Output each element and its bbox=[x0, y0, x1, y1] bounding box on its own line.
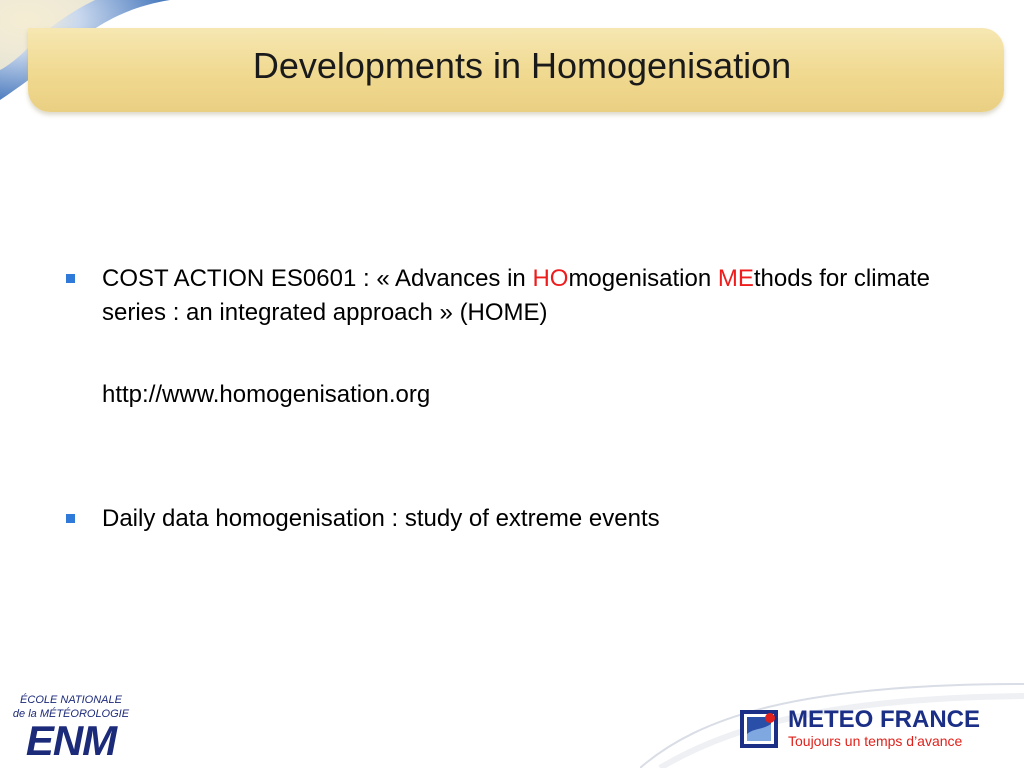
text-segment: COST ACTION ES0601 : « Advances in bbox=[102, 265, 533, 292]
bullet-square-icon bbox=[66, 514, 75, 523]
enm-logo-line1: ÉCOLE NATIONALE bbox=[20, 694, 122, 706]
highlight-segment: HO bbox=[532, 265, 569, 292]
highlight-segment: ME bbox=[717, 265, 754, 292]
text-segment: mogenisation bbox=[568, 265, 718, 292]
meteo-france-tagline: Toujours un temps d’avance bbox=[788, 733, 963, 749]
bullet-square-icon bbox=[66, 274, 75, 283]
meteo-france-emblem-icon bbox=[740, 710, 778, 748]
meteo-france-name: METEO FRANCE bbox=[788, 706, 980, 733]
enm-logo-acronym: ENM bbox=[25, 717, 117, 764]
text-segment: thods for climate series : an integrated approach » (HOME) bbox=[102, 265, 930, 326]
bullet-text: Daily data homogenisation : study of extreme events bbox=[102, 505, 660, 532]
meteo-france-logo bbox=[740, 708, 1000, 754]
bullet-text bbox=[102, 265, 930, 326]
enm-logo-line2: de la MÉTÉOROLOGIE bbox=[12, 708, 130, 720]
url-link[interactable]: http://www.homogenisation.org bbox=[102, 381, 431, 408]
bullet-item bbox=[62, 502, 962, 536]
enm-logo bbox=[10, 692, 132, 766]
slide-title: Developments in Homogenisation bbox=[252, 45, 792, 86]
bullet-item bbox=[62, 262, 962, 330]
bullet-list bbox=[62, 502, 962, 536]
bullet-list bbox=[62, 262, 962, 330]
